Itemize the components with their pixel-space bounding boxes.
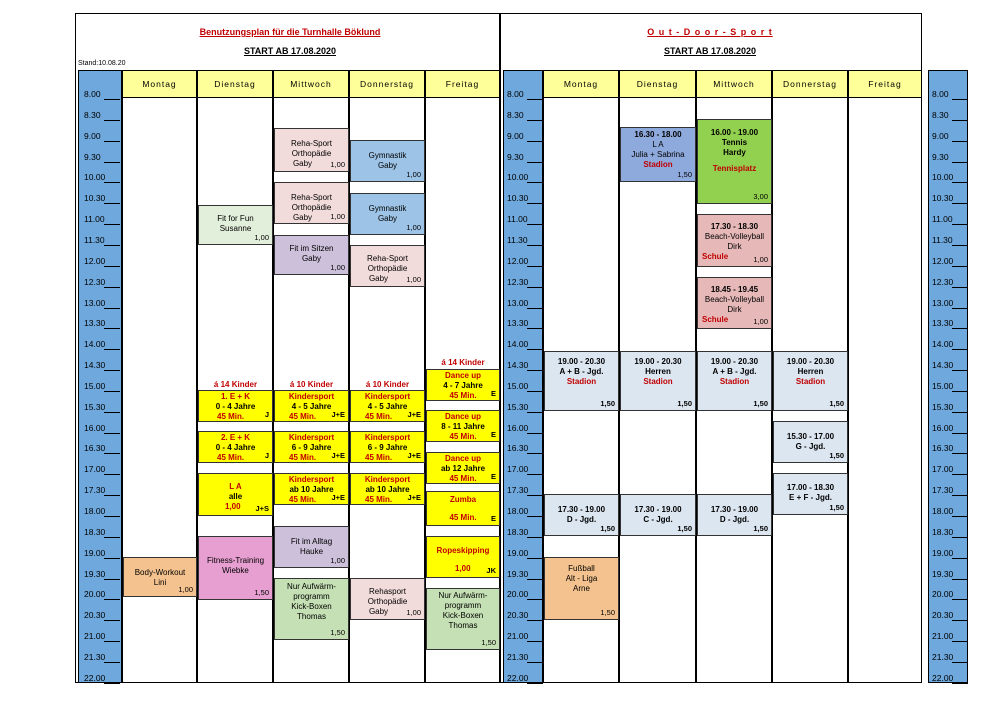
time-label: 18.30 bbox=[84, 526, 106, 537]
time-tick bbox=[952, 453, 968, 454]
hall-block: Body-Workout Lini 1,00 bbox=[123, 557, 197, 597]
time-label: 9.00 bbox=[932, 130, 949, 141]
hall-day-header: Dienstag bbox=[197, 70, 273, 98]
time-label: 12.30 bbox=[84, 276, 106, 287]
time-label: 19.00 bbox=[84, 547, 106, 558]
time-tick bbox=[104, 620, 120, 621]
time-label: 19.00 bbox=[507, 547, 529, 558]
group-size-label: á 10 Kinder bbox=[289, 380, 334, 389]
time-tick bbox=[952, 516, 968, 517]
outdoor-block: 19.00 - 20.30 A + B - Jgd. Stadion 1,50 bbox=[697, 351, 772, 411]
time-label: 18.30 bbox=[932, 526, 954, 537]
outdoor-block: 19.00 - 20.30 A + B - Jgd. Stadion 1,50 bbox=[544, 351, 619, 411]
hall-start: START AB 17.08.2020 bbox=[243, 46, 337, 56]
time-label: 16.30 bbox=[507, 443, 529, 454]
time-label: 18.30 bbox=[507, 526, 529, 537]
time-tick bbox=[527, 328, 543, 329]
time-tick bbox=[104, 453, 120, 454]
time-tick bbox=[527, 370, 543, 371]
time-tick bbox=[527, 141, 543, 142]
time-tick bbox=[952, 433, 968, 434]
time-label: 10.30 bbox=[84, 193, 106, 204]
time-label: 12.00 bbox=[507, 255, 529, 266]
time-tick bbox=[527, 641, 543, 642]
time-tick bbox=[952, 99, 968, 100]
time-label: 8.00 bbox=[84, 89, 101, 99]
hall-block: Nur Aufwärm- programm Kick-Boxen Thomas 1,50 bbox=[274, 578, 349, 640]
time-tick bbox=[104, 412, 120, 413]
time-tick bbox=[104, 558, 120, 559]
time-tick bbox=[104, 370, 120, 371]
time-tick bbox=[527, 182, 543, 183]
time-label: 20.00 bbox=[932, 589, 954, 600]
time-tick bbox=[527, 308, 543, 309]
time-tick bbox=[527, 433, 543, 434]
time-tick bbox=[952, 412, 968, 413]
time-label: 10.00 bbox=[84, 172, 106, 183]
time-tick bbox=[952, 224, 968, 225]
time-label: 15.00 bbox=[84, 380, 106, 391]
hall-block: Gymnastik Gaby 1,00 bbox=[350, 193, 425, 235]
time-label: 17.00 bbox=[84, 464, 106, 475]
time-tick bbox=[104, 662, 120, 663]
hall-day-header: Mittwoch bbox=[273, 70, 349, 98]
time-label: 21.00 bbox=[507, 631, 529, 642]
time-label: 10.00 bbox=[932, 172, 954, 183]
time-label: 10.30 bbox=[932, 193, 954, 204]
time-tick bbox=[527, 162, 543, 163]
time-label: 17.30 bbox=[932, 485, 954, 496]
time-label: 10.30 bbox=[507, 193, 529, 204]
time-tick bbox=[527, 683, 543, 684]
time-tick bbox=[104, 391, 120, 392]
time-label: 21.30 bbox=[507, 651, 529, 662]
outdoor-block: 17.30 - 19.00 C - Jgd. 1,50 bbox=[620, 494, 696, 536]
time-label: 16.30 bbox=[84, 443, 106, 454]
time-label: 14.00 bbox=[932, 339, 954, 350]
hall-block: Nur Aufwärm- programm Kick-Boxen Thomas 1,50 bbox=[426, 588, 500, 650]
hall-block: Fitness-Training Wiebke 1,50 bbox=[198, 536, 273, 600]
time-label: 11.00 bbox=[932, 214, 953, 225]
time-tick bbox=[952, 641, 968, 642]
time-label: 14.00 bbox=[507, 339, 529, 350]
time-label: 19.30 bbox=[84, 568, 106, 579]
time-label: 13.30 bbox=[507, 318, 529, 329]
hall-block: Kindersport ab 10 Jahre 45 Min. J+E bbox=[350, 473, 425, 505]
out-day-header: Montag bbox=[543, 70, 619, 98]
hall-block: Kindersport 4 - 5 Jahre 45 Min. J+E bbox=[274, 390, 349, 422]
hall-block: Zumba 45 Min. E bbox=[426, 491, 500, 526]
time-label: 15.30 bbox=[932, 401, 954, 412]
time-label: 13.30 bbox=[84, 318, 106, 329]
time-tick bbox=[952, 620, 968, 621]
out-day-header: Mittwoch bbox=[696, 70, 772, 98]
time-label: 13.00 bbox=[84, 297, 106, 308]
time-label: 9.30 bbox=[932, 151, 949, 162]
time-tick bbox=[952, 495, 968, 496]
time-label: 11.30 bbox=[84, 234, 105, 245]
time-tick bbox=[952, 370, 968, 371]
hall-block: Fit im Sitzen Gaby 1,00 bbox=[274, 235, 349, 275]
time-tick bbox=[104, 349, 120, 350]
time-tick bbox=[527, 537, 543, 538]
time-label: 15.00 bbox=[507, 380, 529, 391]
hall-block: L A alle 1,00 J+S bbox=[198, 473, 273, 516]
time-label: 9.30 bbox=[507, 151, 524, 162]
hall-block: Kindersport 6 - 9 Jahre 45 Min. J+E bbox=[274, 431, 349, 463]
time-label: 9.00 bbox=[84, 130, 101, 141]
time-label: 21.30 bbox=[84, 651, 106, 662]
time-tick bbox=[527, 391, 543, 392]
time-label: 9.00 bbox=[507, 130, 524, 141]
time-label: 22.00 bbox=[932, 672, 954, 683]
hall-block: Ropeskipping 1,00 JK bbox=[426, 536, 500, 578]
hall-block: Dance up 4 - 7 Jahre 45 Min. E bbox=[426, 369, 500, 401]
time-label: 14.00 bbox=[84, 339, 106, 350]
hall-block: 2. E + K 0 - 4 Jahre 45 Min. J bbox=[198, 431, 273, 463]
time-tick bbox=[104, 683, 120, 684]
time-tick bbox=[104, 162, 120, 163]
time-tick bbox=[104, 287, 120, 288]
time-label: 19.00 bbox=[932, 547, 954, 558]
time-tick bbox=[527, 120, 543, 121]
time-tick bbox=[527, 224, 543, 225]
time-label: 14.30 bbox=[932, 360, 954, 371]
hall-day-header: Freitag bbox=[425, 70, 500, 98]
time-tick bbox=[527, 579, 543, 580]
time-label: 20.00 bbox=[84, 589, 106, 600]
time-tick bbox=[527, 412, 543, 413]
time-label: 14.30 bbox=[84, 360, 106, 371]
time-label: 11.30 bbox=[932, 234, 953, 245]
out-col-freitag bbox=[848, 70, 922, 683]
time-label: 18.00 bbox=[932, 506, 954, 516]
time-label: 12.00 bbox=[932, 255, 954, 266]
time-tick bbox=[952, 266, 968, 267]
outdoor-block: 19.00 - 20.30 Herren Stadion 1,50 bbox=[620, 351, 696, 411]
out-day-header: Freitag bbox=[848, 70, 922, 98]
time-tick bbox=[952, 558, 968, 559]
time-tick bbox=[104, 203, 120, 204]
time-tick bbox=[104, 433, 120, 434]
time-tick bbox=[104, 308, 120, 309]
hall-block: Gymnastik Gaby 1,00 bbox=[350, 140, 425, 182]
time-tick bbox=[952, 120, 968, 121]
time-tick bbox=[104, 224, 120, 225]
time-tick bbox=[952, 683, 968, 684]
time-tick bbox=[104, 328, 120, 329]
time-label: 9.30 bbox=[84, 151, 101, 162]
time-tick bbox=[952, 203, 968, 204]
time-label: 19.30 bbox=[932, 568, 954, 579]
time-label: 20.30 bbox=[932, 610, 954, 621]
time-tick bbox=[527, 558, 543, 559]
time-tick bbox=[104, 266, 120, 267]
time-label: 20.00 bbox=[507, 589, 529, 600]
outdoor-block: 18.45 - 19.45 Beach-Volleyball Dirk Schule 1,00 bbox=[697, 277, 772, 329]
hall-block: Reha-Sport Orthopädie Gaby 1,00 bbox=[274, 182, 349, 224]
outdoor-block: 17.30 - 19.00 D - Jgd. 1,50 bbox=[544, 494, 619, 536]
time-label: 13.00 bbox=[507, 297, 529, 308]
outdoor-block: 19.00 - 20.30 Herren Stadion 1,50 bbox=[773, 351, 848, 411]
time-tick bbox=[527, 474, 543, 475]
time-tick bbox=[104, 495, 120, 496]
time-tick bbox=[952, 141, 968, 142]
time-label: 8.00 bbox=[507, 89, 524, 99]
time-label: 17.00 bbox=[932, 464, 954, 475]
outdoor-block: 16.30 - 18.00 L A Julia + Sabrina Stadion 1,50 bbox=[620, 127, 696, 182]
outdoor-start: START AB 17.08.2020 bbox=[663, 46, 757, 56]
time-label: 16.00 bbox=[84, 422, 106, 433]
time-label: 10.00 bbox=[507, 172, 529, 183]
time-tick bbox=[527, 453, 543, 454]
time-tick bbox=[952, 579, 968, 580]
time-tick bbox=[527, 495, 543, 496]
time-label: 16.30 bbox=[932, 443, 954, 454]
time-tick bbox=[104, 182, 120, 183]
time-tick bbox=[527, 662, 543, 663]
time-tick bbox=[104, 579, 120, 580]
time-tick bbox=[952, 349, 968, 350]
hall-day-header: Montag bbox=[122, 70, 197, 98]
time-tick bbox=[952, 182, 968, 183]
time-tick bbox=[104, 99, 120, 100]
time-tick bbox=[104, 141, 120, 142]
time-tick bbox=[104, 641, 120, 642]
time-tick bbox=[527, 245, 543, 246]
hall-block: Kindersport ab 10 Jahre 45 Min. J+E bbox=[274, 473, 349, 505]
time-label: 8.00 bbox=[932, 89, 949, 99]
time-tick bbox=[952, 537, 968, 538]
time-label: 21.30 bbox=[932, 651, 954, 662]
time-label: 21.00 bbox=[84, 631, 106, 642]
hall-title: Benutzungsplan für die Turnhalle Böklund bbox=[199, 27, 381, 37]
hall-block: Fit im Alltag Hauke 1,00 bbox=[274, 526, 349, 568]
time-tick bbox=[952, 391, 968, 392]
time-tick bbox=[952, 287, 968, 288]
time-label: 21.00 bbox=[932, 631, 954, 642]
time-tick bbox=[952, 245, 968, 246]
time-tick bbox=[527, 349, 543, 350]
time-label: 18.00 bbox=[84, 506, 106, 516]
time-label: 17.30 bbox=[84, 485, 106, 496]
group-size-label: á 14 Kinder bbox=[213, 380, 258, 389]
group-size-label: á 14 Kinder bbox=[441, 358, 485, 367]
time-label: 18.00 bbox=[507, 506, 529, 516]
time-label: 13.30 bbox=[932, 318, 954, 329]
outdoor-block: 17.30 - 19.00 D - Jgd. 1,50 bbox=[697, 494, 772, 536]
time-tick bbox=[527, 266, 543, 267]
hall-block: 1. E + K 0 - 4 Jahre 45 Min. J bbox=[198, 390, 273, 422]
time-tick bbox=[527, 516, 543, 517]
hall-block: Reha-Sport Orthopädie Gaby 1,00 bbox=[350, 245, 425, 287]
time-tick bbox=[527, 99, 543, 100]
time-label: 17.00 bbox=[507, 464, 529, 475]
outdoor-block: 15.30 - 17.00 G - Jgd. 1,50 bbox=[773, 421, 848, 463]
time-tick bbox=[527, 287, 543, 288]
outdoor-block: Fußball Alt - Liga Arne 1,50 bbox=[544, 557, 619, 620]
hall-block: Kindersport 4 - 5 Jahre 45 Min. J+E bbox=[350, 390, 425, 422]
time-tick bbox=[952, 162, 968, 163]
hall-block: Dance up ab 12 Jahre 45 Min. E bbox=[426, 452, 500, 484]
time-tick bbox=[952, 599, 968, 600]
time-label: 11.30 bbox=[507, 234, 528, 245]
time-tick bbox=[104, 516, 120, 517]
time-label: 8.30 bbox=[932, 109, 949, 120]
time-label: 11.00 bbox=[507, 214, 528, 225]
out-day-header: Donnerstag bbox=[772, 70, 848, 98]
time-label: 12.30 bbox=[507, 276, 529, 287]
time-label: 16.00 bbox=[932, 422, 954, 433]
time-label: 20.30 bbox=[84, 610, 106, 621]
time-tick bbox=[527, 203, 543, 204]
time-label: 20.30 bbox=[507, 610, 529, 621]
hall-block: Dance up 8 - 11 Jahre 45 Min. E bbox=[426, 410, 500, 442]
time-label: 8.30 bbox=[507, 109, 524, 120]
time-label: 16.00 bbox=[507, 422, 529, 433]
time-tick bbox=[104, 245, 120, 246]
hall-block: Kindersport 6 - 9 Jahre 45 Min. J+E bbox=[350, 431, 425, 463]
time-tick bbox=[952, 308, 968, 309]
time-tick bbox=[527, 620, 543, 621]
time-tick bbox=[104, 537, 120, 538]
outdoor-block: 17.30 - 18.30 Beach-Volleyball Dirk Schule 1,00 bbox=[697, 214, 772, 267]
hall-block: Reha-Sport Orthopädie Gaby 1,00 bbox=[274, 128, 349, 172]
time-label: 12.30 bbox=[932, 276, 954, 287]
hall-block: Fit for Fun Susanne 1,00 bbox=[198, 205, 273, 245]
group-size-label: á 10 Kinder bbox=[365, 380, 410, 389]
outdoor-title: O u t - D o o r - S p o r t bbox=[647, 27, 773, 37]
time-label: 11.00 bbox=[84, 214, 105, 225]
time-label: 19.30 bbox=[507, 568, 529, 579]
time-tick bbox=[952, 474, 968, 475]
time-label: 22.00 bbox=[507, 672, 529, 683]
time-tick bbox=[527, 599, 543, 600]
outdoor-block: 16.00 - 19.00 Tennis Hardy Tennisplatz 3,00 bbox=[697, 119, 772, 204]
time-label: 13.00 bbox=[932, 297, 954, 308]
out-day-header: Dienstag bbox=[619, 70, 696, 98]
stand-date: Stand:10.08.20 bbox=[78, 60, 126, 67]
hall-block: Rehasport Orthopädie Gaby 1,00 bbox=[350, 578, 425, 620]
time-tick bbox=[104, 474, 120, 475]
time-label: 14.30 bbox=[507, 360, 529, 371]
time-label: 15.00 bbox=[932, 380, 954, 391]
time-tick bbox=[104, 599, 120, 600]
time-label: 17.30 bbox=[507, 485, 529, 496]
time-tick bbox=[952, 328, 968, 329]
time-label: 15.30 bbox=[507, 401, 529, 412]
hall-day-header: Donnerstag bbox=[349, 70, 425, 98]
time-tick bbox=[952, 662, 968, 663]
time-label: 22.00 bbox=[84, 672, 106, 683]
time-label: 8.30 bbox=[84, 109, 101, 120]
outdoor-block: 17.00 - 18.30 E + F - Jgd. 1,50 bbox=[773, 473, 848, 515]
time-tick bbox=[104, 120, 120, 121]
time-label: 15.30 bbox=[84, 401, 106, 412]
time-label: 12.00 bbox=[84, 255, 106, 266]
